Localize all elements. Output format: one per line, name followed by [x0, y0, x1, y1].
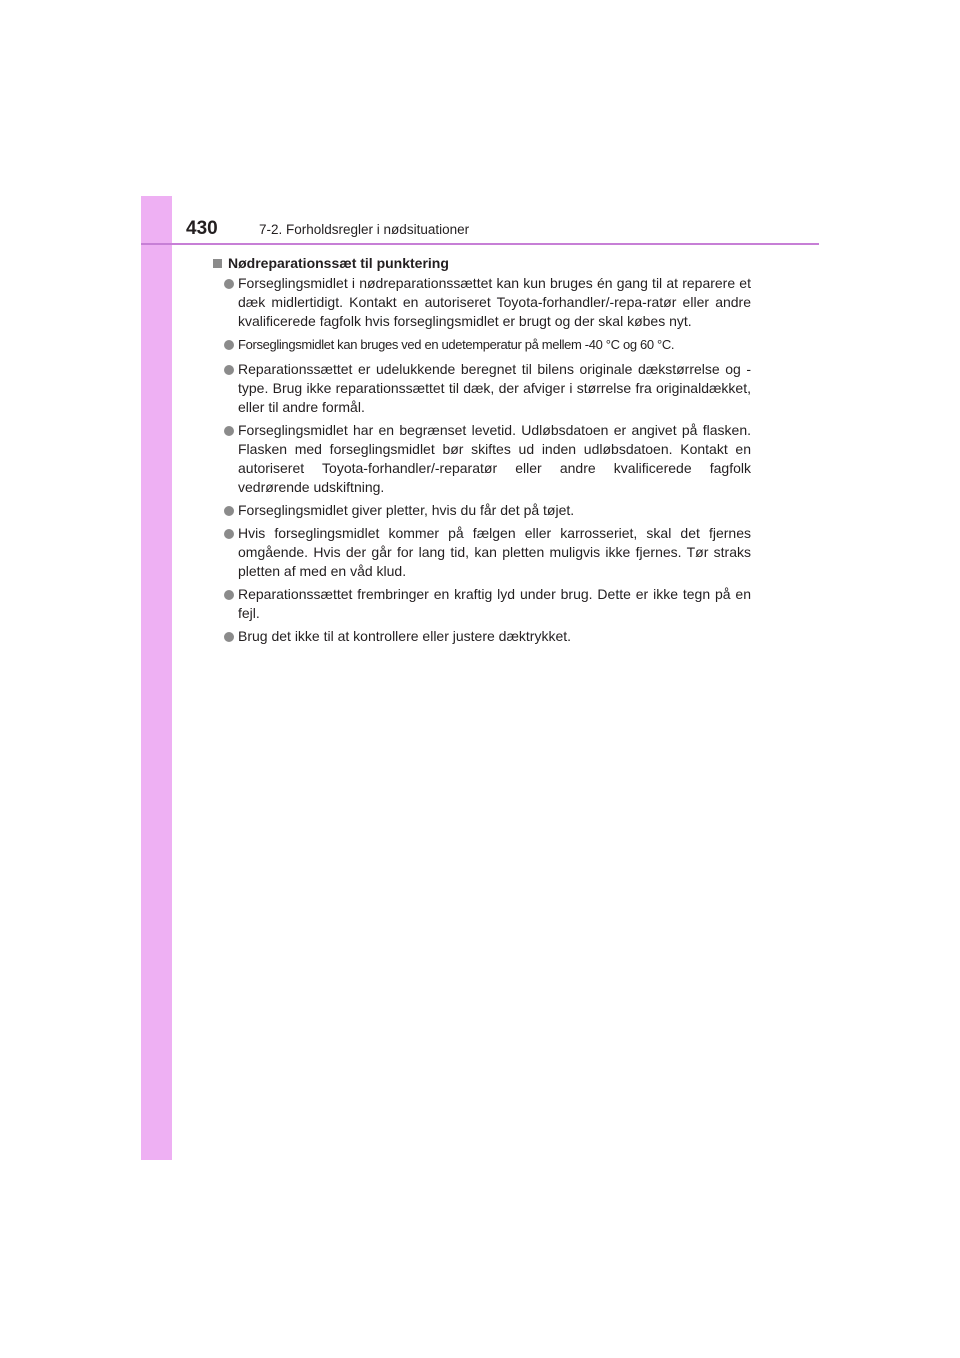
page-number: 430: [186, 218, 218, 239]
list-item-text: Forseglingsmidlet i nødreparationssættet kan kun bruges én gang til at reparere et dæk midlertidigt. Kontakt en autoriseret Toyota-forhandler/-repa-ratør eller andre kvalificerede fagfolk hvis forseglingsmidlet er brugt og der skal købes nyt.: [238, 275, 751, 329]
list-item: [211, 274, 751, 331]
round-bullet-icon: [224, 590, 234, 600]
round-bullet-icon: [224, 340, 234, 350]
round-bullet-icon: [224, 279, 234, 289]
header-rule: [141, 243, 819, 245]
list-item: [211, 501, 751, 520]
square-bullet-icon: [213, 259, 222, 268]
round-bullet-icon: [224, 529, 234, 539]
list-item: [211, 627, 751, 646]
list-item-text: Forseglingsmidlet har en begrænset levetid. Udløbsdatoen er angivet på flasken. Flasken med forseglingsmidlet bør skiftes ud inden udløbsdatoen. Kontakt en autoriseret Toyota-forhandler/-reparatør eller andre kvalificerede fagfolk vedrørende udskiftning.: [238, 422, 751, 495]
list-item-text: Forseglingsmidlet kan bruges ved en udetemperatur på mellem -40 °C og 60 °C.: [238, 337, 675, 352]
list-item-text: Forseglingsmidlet giver pletter, hvis du får det på tøjet.: [238, 502, 575, 518]
list-item-text: Brug det ikke til at kontrollere eller justere dæktrykket.: [238, 628, 572, 644]
section-heading: [211, 254, 751, 272]
list-item: [211, 524, 751, 581]
list-item: [211, 421, 751, 497]
round-bullet-icon: [224, 426, 234, 436]
list-item-text: Hvis forseglingsmidlet kommer på fælgen eller karrosseriet, skal det fjernes omgående. Hvis der går for lang tid, kan pletten muligvis ikke fjernes. Tør straks pletten af med en våd klud.: [238, 525, 751, 579]
list-item-text: Reparationssættet frembringer en kraftig lyd under brug. Dette er ikke tegn på en fejl.: [238, 586, 751, 621]
list-item: [211, 360, 751, 417]
round-bullet-icon: [224, 365, 234, 375]
list-item-text: Reparationssættet er udelukkende beregnet til bilens originale dækstørrelse og -type. Brug ikke reparationssættet til dæk, der afviger i størrelse fra originaldækket, eller til andre formål.: [238, 361, 751, 415]
content-section: [211, 254, 751, 650]
round-bullet-icon: [224, 506, 234, 516]
section-title: 7-2. Forholdsregler i nødsituationer: [259, 222, 470, 237]
list-item: [211, 585, 751, 623]
chapter-side-band: [141, 196, 172, 1160]
round-bullet-icon: [224, 632, 234, 642]
list-item: [211, 335, 751, 354]
section-heading-text: Nødreparationssæt til punktering: [228, 255, 449, 271]
